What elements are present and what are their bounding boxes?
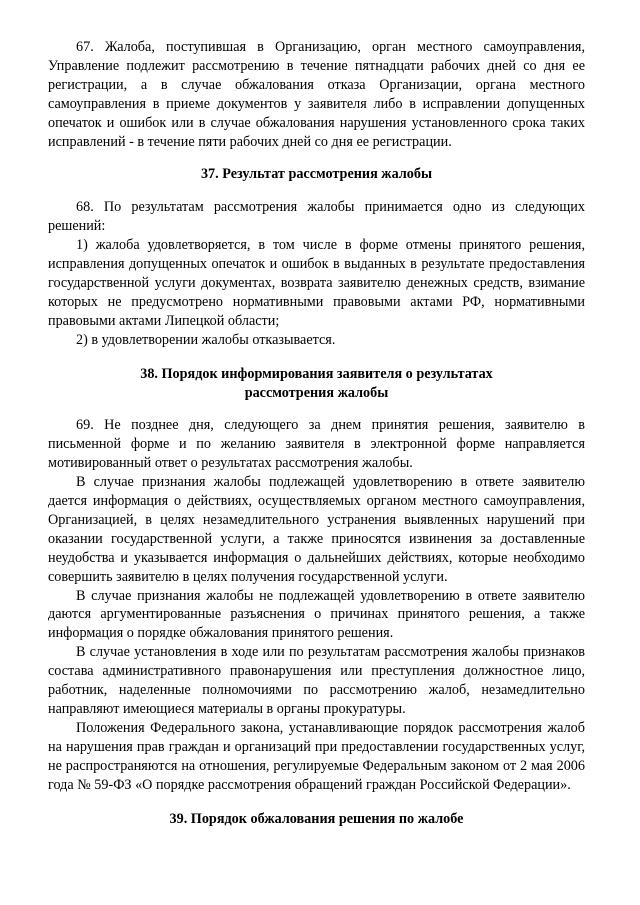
- section-heading-39: 39. Порядок обжалования решения по жалобе: [169, 810, 464, 827]
- section-heading-38: 38. Порядок информирования заявителя о результатах рассмотрения жалобы: [140, 365, 493, 401]
- document-page: [48, 38, 585, 828]
- paragraph-68: 68. По результатам рассмотрения жалобы принимается одно из следующих решений:: [48, 199, 585, 235]
- paragraph-67: 67. Жалоба, поступившая в Организацию, орган местного самоуправления, Управление подлежит рассмотрению в течение пятнадцати рабочих дней со дня ее регистрации, а в случае обжалования отказа Организации, органа местного самоуправления в приеме документов у заявителя либо в исправлении допущенных опечаток и ошибок или в случае обжалования нарушения установленного срока таких исправлений - в течение пяти рабочих дней со дня ее регистрации.: [48, 39, 585, 150]
- paragraph-69-rejected: В случае признания жалобы не подлежащей удовлетворению в ответе заявителю даются аргументированные разъяснения о причинах принятого решения, а также информация о порядке обжалования принятого решения.: [48, 587, 585, 642]
- section-heading-37: 37. Результат рассмотрения жалобы: [200, 166, 433, 183]
- paragraph-69-federal-law: Положения Федерального закона, устанавливающие порядок рассмотрения жалоб на нарушения прав граждан и организаций при предоставлении государственных услуг, не распространяются на отношения, регулируемые Федеральным законом от 2 мая 2006 года № 59-ФЗ «О порядке рассмотрения обращений граждан Российской Федерации».: [48, 719, 585, 793]
- paragraph-69-satisfied: В случае признания жалобы подлежащей удовлетворению в ответе заявителю дается информация о действиях, осуществляемых органом местного самоуправления, Организацией, в целях незамедлительного устранения выявленных нарушений при оказании государственной услуги, а также приносятся извинения за доставленные неудобства и указывается информация о дальнейших действиях, которые необходимо совершить заявителю в целях получения государственной услуги.: [48, 474, 585, 585]
- paragraph-69: 69. Не позднее дня, следующего за днем принятия решения, заявителю в письменной форме и по желанию заявителя в электронной форме направляется мотивированный ответ о результатах рассмотрения жалобы.: [48, 417, 585, 472]
- paragraph-69-prosecution: В случае установления в ходе или по результатам рассмотрения жалобы признаков состава административного правонарушения или преступления должностное лицо, работник, наделенные полномочиями по рассмотрению жалоб, незамедлительно направляют имеющиеся материалы в органы прокуратуры.: [48, 644, 585, 717]
- paragraph-68-item-2: 2) в удовлетворении жалобы отказывается.: [76, 331, 336, 348]
- paragraph-68-item-1: 1) жалоба удовлетворяется, в том числе в форме отмены принятого решения, исправления допущенных опечаток и ошибок в выданных в результате предоставления государственной услуги документах, возврата заявителю денежных средств, взимание которых не предусмотрено нормативными правовыми актами РФ, нормативными правовыми актами Липецкой области;: [48, 237, 585, 329]
